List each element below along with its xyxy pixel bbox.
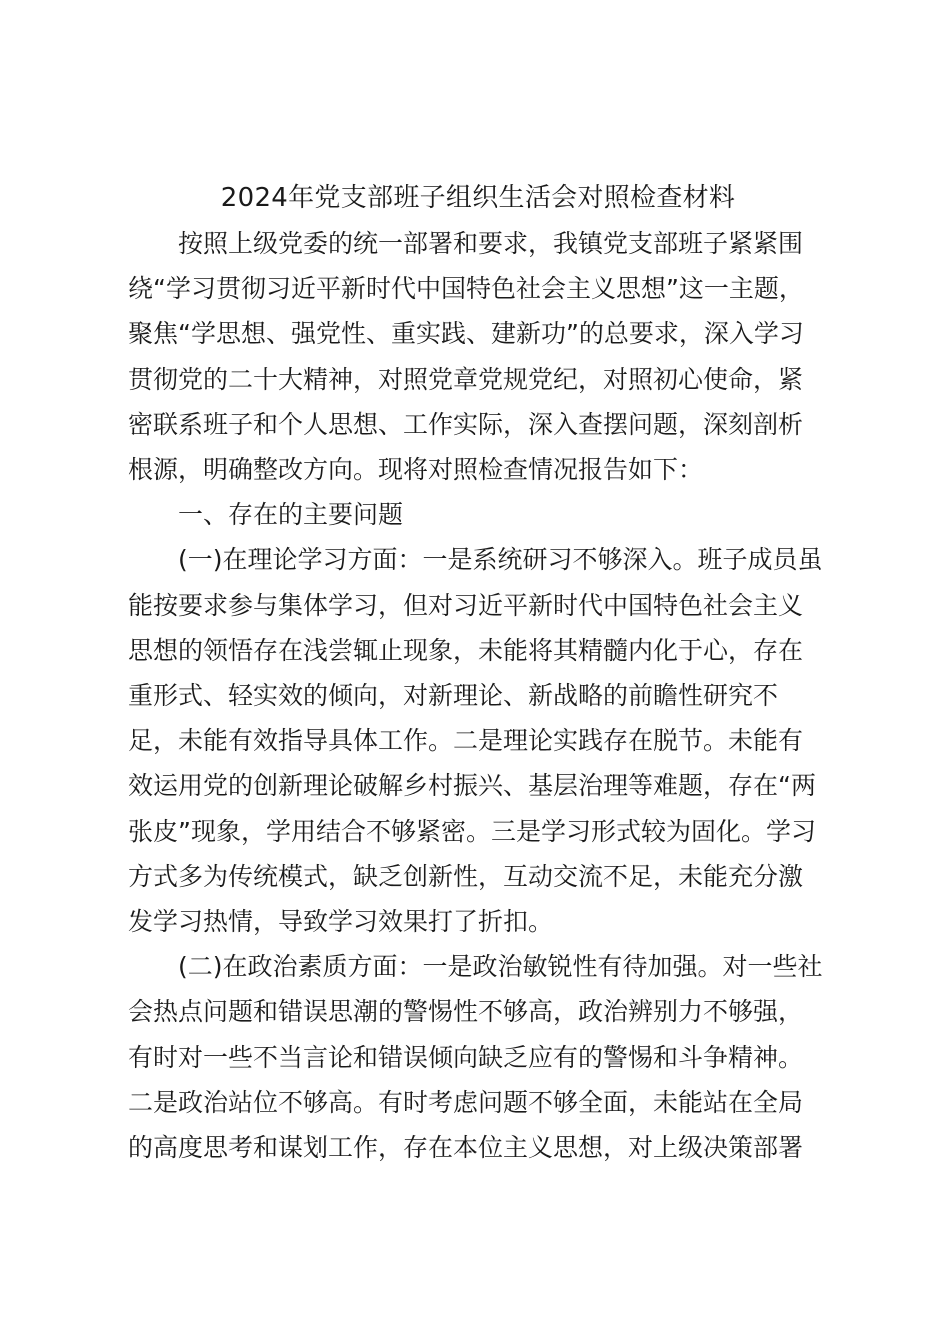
intro-paragraph: 按照上级党委的统一部署和要求，我镇党支部班子紧紧围 绕“学习贯彻习近平新时代中国特色社会主义思想”这一主题， 聚焦“学思想、强党性、重实践、建新功”的总要求，深入学习 贯彻党的二十大精神，对照党章党规党纪，对照初心使命，紧 密联系班子和个人思想、工作实际，深入查摆问题，深刻剖析 根源，明确整改方向。现将对照检查情况报告如下： <box>128 229 804 485</box>
section-heading: 一、存在的主要问题 <box>178 500 404 530</box>
document-body <box>128 176 828 1170</box>
political-quality-paragraph: (二)在政治素质方面：一是政治敏锐性有待加强。对一些社 会热点问题和错误思潮的警惕性不够高，政治辨别力不够强， 有时对一些不当言论和错误倾向缺乏应有的警惕和斗争精神。 二是政治站位不够高。有时考虑问题不够全面，未能站在全局 的高度思考和谋划工作，存在本位主义思想，对上级决策部署 <box>128 952 823 1163</box>
theory-study-paragraph: (一)在理论学习方面：一是系统研习不够深入。班子成员虽 能按要求参与集体学习，但对习近平新时代中国特色社会主义 思想的领悟存在浅尝辄止现象，未能将其精髓内化于心，存在 重形式、轻实效的倾向，对新理论、新战略的前瞻性研究不 足，未能有效指导具体工作。二是理论实践存在脱节。未能有 效运用党的创新理论破解乡村振兴、基层治理等难题，存在“两 张皮”现象，学用结合不够紧密。三是学习形式较为固化。学习 方式多为传统模式，缺乏创新性，互动交流不足，未能充分激 发学习热情，导致学习效果打了折扣。 <box>128 545 823 937</box>
document-title: 2024年党支部班子组织生活会对照检查材料 <box>220 183 736 213</box>
